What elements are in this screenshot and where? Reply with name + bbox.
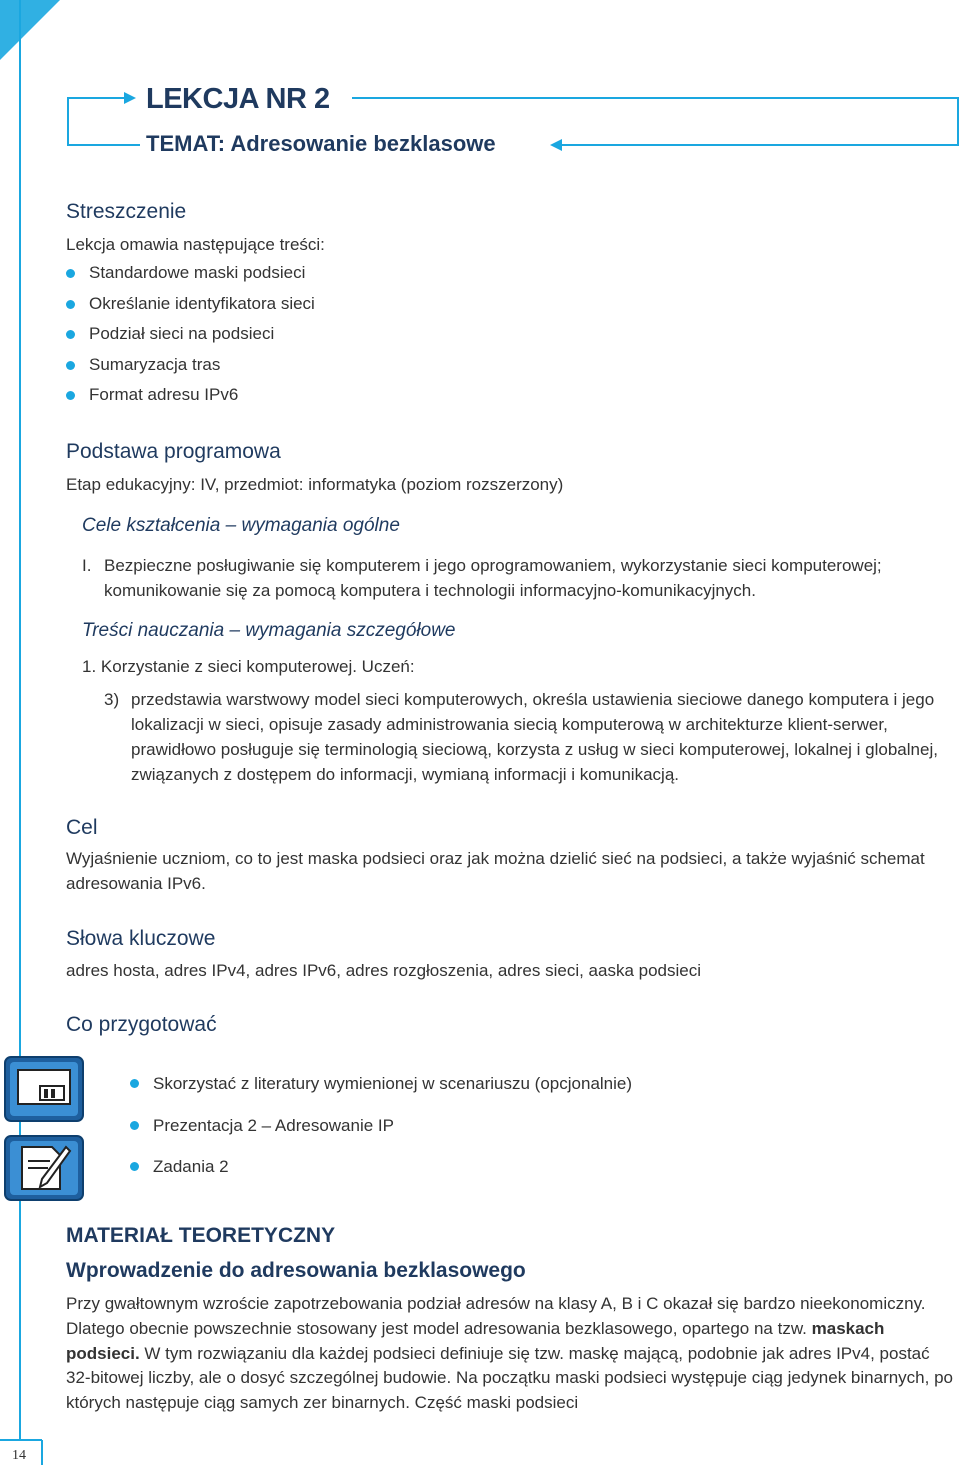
theory-paragraph <box>66 1292 956 1416</box>
summary-list <box>66 258 315 411</box>
list-item: Format adresu IPv6 <box>66 380 315 411</box>
lesson-topic: TEMAT: Adresowanie bezklasowe <box>146 131 496 156</box>
detailed-goals-heading: Treści nauczania – wymagania szczegółowe <box>82 620 456 641</box>
bullet-icon <box>66 361 75 370</box>
bullet-icon <box>130 1121 139 1130</box>
theory-subheading: Wprowadzenie do adresowania bezklasowego <box>66 1259 526 1282</box>
list-item: Określanie identyfikatora sieci <box>66 289 315 320</box>
goal-text: Wyjaśnienie uczniom, co to jest maska podsieci oraz jak można dzielić sieć na podsieci, a także wyjaśnić schemat adresowania IPv6. <box>66 849 925 893</box>
list-item: Standardowe maski podsieci <box>66 258 315 289</box>
prepare-list <box>130 1063 632 1188</box>
theory-heading: MATERIAŁ TEORETYCZNY <box>66 1224 336 1247</box>
summary-heading: Streszczenie <box>66 200 187 223</box>
detailed-goals-item: 1. Korzystanie z sieci komputerowej. Uczeń: <box>82 657 415 676</box>
list-item: Skorzystać z literatury wymienionej w scenariuszu (opcjonalnie) <box>130 1063 632 1105</box>
bullet-icon <box>130 1079 139 1088</box>
goal-heading: Cel <box>66 816 98 839</box>
bullet-icon <box>66 269 75 278</box>
page-number: 14 <box>12 1448 26 1463</box>
general-goals-text: Bezpieczne posługiwanie się komputerem i jego oprogramowaniem, wykorzystanie sieci komputerowej; komunikowanie się za pomocą komputera i technologii informacyjno-komunikacyjnych. <box>104 556 882 600</box>
curriculum-stage: Etap edukacyjny: IV, przedmiot: informatyka (poziom rozszerzony) <box>66 475 564 494</box>
keywords-text: adres hosta, adres IPv4, adres IPv6, adres rozgłoszenia, adres sieci, aaska podsieci <box>66 961 702 980</box>
bullet-icon <box>130 1162 139 1171</box>
summary-intro: Lekcja omawia następujące treści: <box>66 235 325 254</box>
theory-bold-term: maskach podsieci. <box>66 1318 885 1363</box>
bullet-icon <box>66 391 75 400</box>
detailed-goals-sub-text: przedstawia warstwowy model sieci komputerowych, określa ustawienia sieciowe danego komputera i jego lokalizacji w sieci, opisuje zasady administrowania siecią komputerową w architekturze klient-serwer, prawidłowo posługuje się terminologią sieciową, korzysta z usług w sieci komputerowej, lokalnej i globalnej, związanych z dostępem do informacji, wymianą informacji i komunikacją. <box>131 690 938 784</box>
list-item: Podział sieci na podsieci <box>66 319 315 350</box>
general-goals-number: I. <box>82 556 92 575</box>
bullet-icon <box>66 300 75 309</box>
keywords-heading: Słowa kluczowe <box>66 927 216 950</box>
curriculum-heading: Podstawa programowa <box>66 440 281 463</box>
general-goals-heading: Cele kształcenia – wymagania ogólne <box>82 515 400 536</box>
list-item: Zadania 2 <box>130 1146 632 1188</box>
theory-text-part-1: Przy gwałtownym wzroście zapotrzebowania podział adresów na klasy A, B i C okazał się bardzo nieekonomiczny. Dlatego obecnie powszechnie stosowany jest model adresowania bezklasowego, opartego na tzw. <box>66 1294 926 1338</box>
bullet-icon <box>66 330 75 339</box>
presentation-icon <box>4 1056 84 1127</box>
list-item: Sumaryzacja tras <box>66 350 315 381</box>
lesson-title: LEKCJA NR 2 <box>146 83 330 115</box>
detailed-goals-sub-number: 3) <box>104 690 120 709</box>
theory-text-part-2: W tym rozwiązaniu dla każdej podsieci definiuje się tzw. maskę mającą, podobnie jak adres IPv4, postać 32-bitowej liczby, ale o dosyć szczególnej budowie. Na początku maski podsieci występuje ciąg jedynek binarnych, po których następuje ciąg samych zer binarnych. Część maski podsieci <box>66 1343 953 1413</box>
list-item: Prezentacja 2 – Adresowanie IP <box>130 1105 632 1147</box>
document-pen-icon <box>4 1135 84 1206</box>
prepare-heading: Co przygotować <box>66 1013 217 1036</box>
